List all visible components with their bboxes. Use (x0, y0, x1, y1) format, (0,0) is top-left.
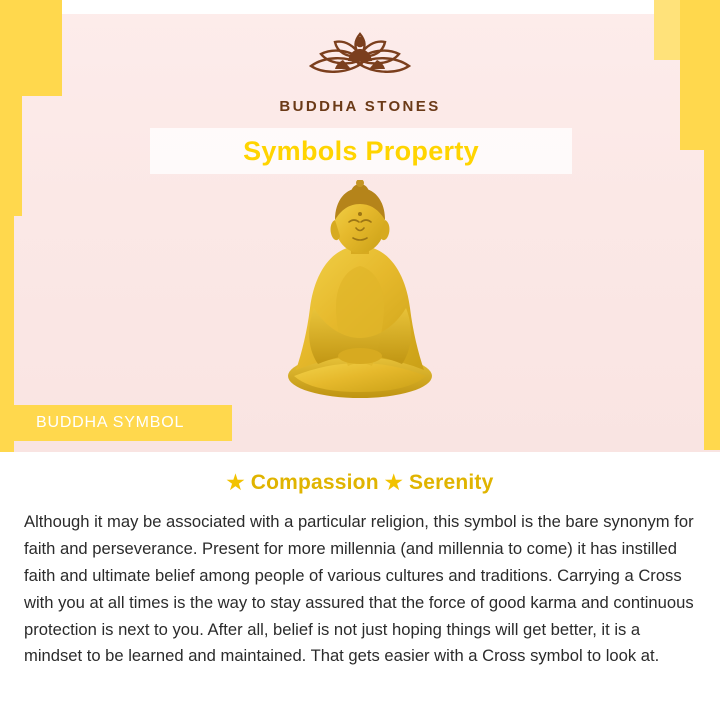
description-paragraph: Although it may be associated with a particular religion, this symbol is the bare synonym for faith and perseverance. Present for more millennia (and millennia to come) it has instilled faith and ultimate belief among people of various cultures and traditions. Carrying a Cross with you at all times is the way to stay assured that the force of good karma and continuous protection is next to you. After all, belief is not just hoping things will get better, it is a mindset to be learned and maintained. That gets easier with a Cross symbol to look at. (24, 512, 694, 666)
brand-logo (0, 22, 720, 115)
seated-buddha-illustration (250, 180, 470, 410)
star-icon-left: ★ (226, 472, 245, 494)
symbol-label-text: BUDDHA SYMBOL (36, 414, 185, 431)
content-panel (0, 452, 720, 720)
top-white-strip (62, 0, 658, 14)
star-icon-right: ★ (384, 472, 403, 494)
title-banner (150, 128, 572, 174)
brand-name: BUDDHA STONES (279, 98, 441, 115)
lotus-meditation-icon (0, 22, 720, 92)
page-title: Symbols Property (243, 135, 479, 166)
attribute-compassion: Compassion (250, 471, 379, 494)
attribute-serenity: Serenity (408, 471, 494, 494)
side-stripe-left (0, 216, 14, 466)
symbol-label-ribbon (14, 405, 232, 441)
attributes-headline (0, 470, 720, 495)
side-stripe-right (704, 150, 720, 450)
